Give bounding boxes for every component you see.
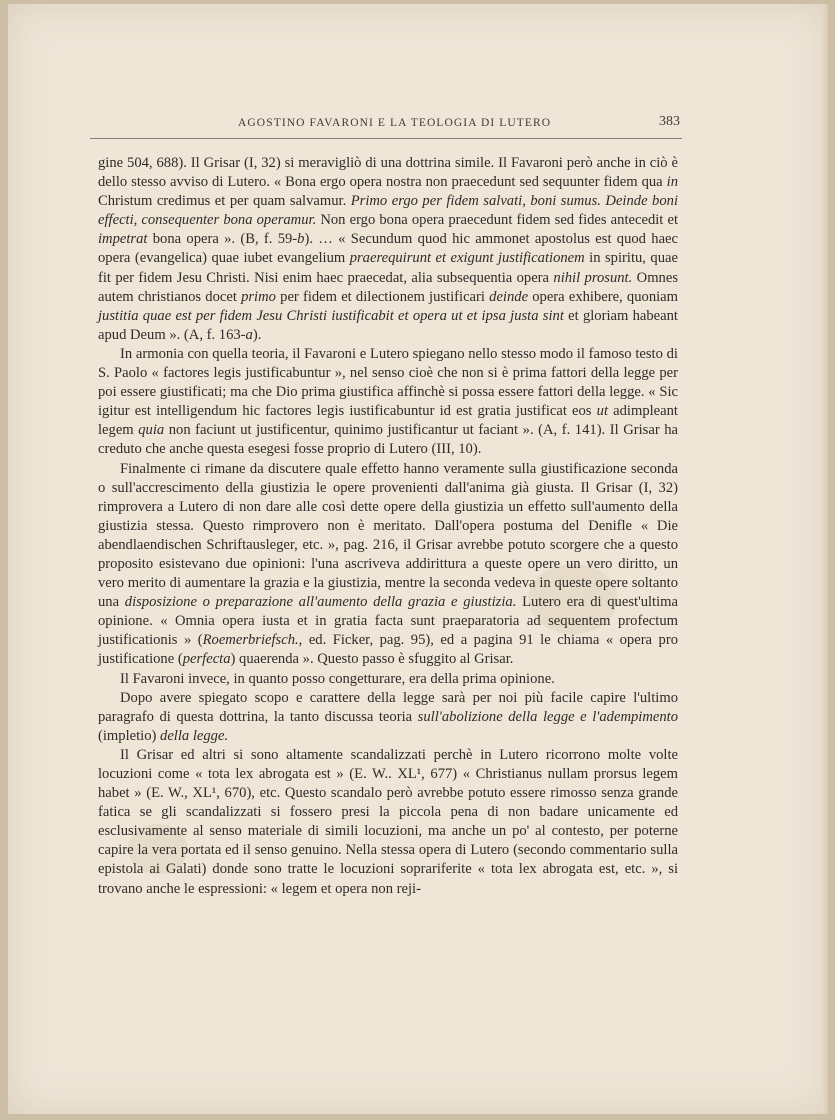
text-run: Dopo avere spiegato scopo e carattere della legge sarà per noi più facile capire l'ultimo paragrafo di questa dottrina, la tanto discussa teoria xyxy=(98,689,678,725)
italic-text: sull'abolizione della legge e l'adempimento xyxy=(417,708,679,725)
text-run: Omnes autem christianos docet xyxy=(98,269,678,305)
italic-text: disposizione o preparazione all'aumento della grazia e giustizia. xyxy=(124,594,517,611)
text-run: Non ergo bona opera praecedunt fidem sed fides antecedit et xyxy=(316,212,678,229)
text-run: ) quaerenda ». Questo passo è sfuggito al Grisar. xyxy=(230,651,514,668)
page-number: 383 xyxy=(659,114,680,129)
italic-text: della legge. xyxy=(160,727,229,744)
text-run: Lutero era di quest'ultima opinione. « Omnia opera iusta et in gratia facta sunt praeparatoria ad sequentem profectum justificationis » ( xyxy=(98,594,678,649)
italic-text: quia xyxy=(138,422,165,439)
text-run: per fidem et dilectionem justificari xyxy=(275,288,490,305)
text-run: ). … « Secundum quod hic ammonet apostolus est quod haec opera (evangelica) quae iubet evangelium xyxy=(98,231,679,267)
text-run: In armonia con quella teoria, il Favaroni e Lutero spiegano nello stesso modo il famoso testo di S. Paolo « factores legis justificabuntur », nel senso cioè che non si è prima fattori della legge per poi essere giustificati; ma che Dio prima giustifica affinchè si possa essere fattori della legge. « Sic igitur est intelligendum hic factores legis iustificabuntur id est gratia justificat eos xyxy=(98,345,678,420)
italic-text: praerequirunt et exigunt justificationem xyxy=(349,250,585,267)
text-run: Il Grisar ed altri si sono altamente scandalizzati perchè in Lutero ricorrono molte volte locuzioni come « tota lex abrogata est » (E. W.. XL¹, 677) « Christianus nullam prorsus legem habet » (E. W., XL¹, 670), etc. Questo scandalo però avrebbe potuto essere rimosso senza grande fatica se gli scandalizzati si fossero presi la piccola pena di non badare unicamente ed esclusivamente al senso materiale di simili locuzioni, ma anche un po' al contesto, per poterne capire la vera portata ed il senso genuino. Nella stessa opera di Lutero (secondo commentario sulla epistola ai Galati) donde sono tratte le locuzioni soprariferite « tota lex abrogata est, etc. », si trovano anche le espressioni: « legem et opera non reji- xyxy=(98,746,678,897)
italic-text: nihil prosunt. xyxy=(553,269,633,286)
italic-text: primo xyxy=(241,288,276,305)
italic-text: Roemerbriefsch. xyxy=(202,632,299,649)
italic-text: deinde xyxy=(489,288,529,305)
text-run: opera exhibere, quoniam xyxy=(528,288,678,305)
italic-text: perfecta xyxy=(182,651,231,668)
body-text xyxy=(98,154,678,899)
text-run: adimpleant legem xyxy=(98,403,678,439)
italic-text: impetrat xyxy=(98,231,148,248)
italic-text: in xyxy=(666,174,678,191)
paragraph xyxy=(98,746,678,899)
paragraph xyxy=(98,345,678,460)
book-page xyxy=(8,4,828,1114)
text-run: gine 504, 688). Il Grisar (I, 32) si meravigliò di una dottrina simile. Il Favaroni però anche in ciò è dello stesso avviso di Lutero. « Bona ergo opera nostra non praecedunt sed sequunter fidem qua xyxy=(98,155,678,191)
text-run: , ed. Ficker, pag. 95), ed a pagina 91 le chiama « opera pro justificatione ( xyxy=(98,632,678,668)
text-run: in spiritu, quae fit per fidem Jesu Christi. Nisi enim haec praecedat, alia subsequentia opera xyxy=(98,250,678,286)
italic-text: Primo ergo per fidem salvati, boni sumus. Deinde boni effecti, consequenter bona operamur. xyxy=(98,193,679,229)
running-title: AGOSTINO FAVARONI E LA TEOLOGIA DI LUTERO xyxy=(238,117,552,129)
text-run: Il Favaroni invece, in quanto posso congetturare, era della prima opinione. xyxy=(120,670,555,687)
italic-text: justitia quae est per fidem Jesu Christi iustificabit et opera ut et ipsa justa sint xyxy=(98,307,564,324)
text-run: Christum credimus et per quam salvamur. xyxy=(98,193,351,210)
text-run: Finalmente ci rimane da discutere quale effetto hanno veramente sulla giustificazione seconda o sull'accrescimento della giustizia le opere provenienti dall'anima già giusta. Il Grisar (I, 32) rimprovera a Lutero di non dare alle così dette opere della giustizia un effetto sull'aumento della giustizia stessa. Questo rimprovero non è meritato. Dall'opera postuma del Denifle « Die abendlaendischen Schriftausleger, etc. », pag. 216, il Grisar avrebbe potuto scorgere che a questo proposito esistevano due opinioni: l'una ascriveva addirittura a queste opere un vero diritto, un vero merito di aumentare la grazia e la giustizia, mentre la seconda vedeva in queste opere soltanto una xyxy=(98,460,678,611)
italic-text: ut xyxy=(596,403,608,420)
paragraph xyxy=(98,460,678,670)
paragraph xyxy=(98,154,678,345)
paragraph xyxy=(98,689,678,746)
paragraph xyxy=(98,670,678,689)
text-run: et gloriam habeant apud Deum ». (A, f. 163- xyxy=(98,307,678,343)
running-header xyxy=(90,108,682,139)
text-run: bona opera ». (B, f. 59- xyxy=(147,231,298,248)
page-edge xyxy=(822,4,828,1114)
text-run: non faciunt ut justificentur, quinimo justificantur ut faciant ». (A, f. 141). Il Grisar ha creduto che anche questa esegesi fosse proprio di Lutero (III, 10). xyxy=(98,422,679,458)
text-run: (impletio) xyxy=(98,727,161,744)
italic-text: a xyxy=(245,326,253,343)
italic-text: b xyxy=(297,231,305,248)
text-run: ). xyxy=(252,326,262,343)
